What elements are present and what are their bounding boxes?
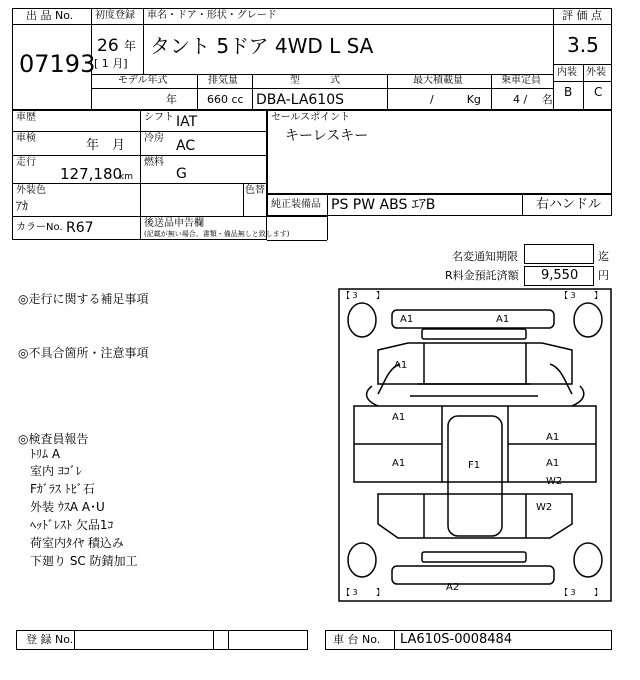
color-no-value: R67 <box>66 220 94 236</box>
sales-point-value: キーレスキー <box>285 128 369 144</box>
history-label: 車歴 <box>16 112 36 123</box>
std-equipment-value: PS PW ABS ｴｱB <box>331 197 436 213</box>
name-change-label: 名変通知期限 <box>452 250 518 263</box>
inspector-line: 室内 ﾖｺﾞﾚ <box>30 464 82 478</box>
name-change-unit: 迄 <box>598 250 609 263</box>
steering-value: 右ハンドル <box>536 197 602 212</box>
exterior-label: 外装 <box>586 67 606 78</box>
car-title-label: 車名・ドア・形状・グレード <box>147 10 277 21</box>
aftermarket-label: 後送品申告欄 <box>144 218 204 229</box>
std-equipment-label: 純正装備品 <box>271 199 321 210</box>
inspection-value: 年 月 <box>86 138 126 153</box>
ac-value: AC <box>176 138 196 154</box>
corner-rating: 【 3 】 <box>342 291 385 300</box>
color-no-label: カラーNo. <box>16 222 63 233</box>
corner-rating: 【 3 】 <box>560 588 603 597</box>
ac-label: 冷房 <box>144 133 164 144</box>
first-reg-label: 初度登録 <box>95 10 135 21</box>
capacity-label: 乗車定員 <box>501 75 541 86</box>
damage-mark: W2 <box>546 476 563 487</box>
defects-label: ◎不具合箇所・注意事項 <box>18 346 149 360</box>
damage-mark: A1 <box>394 360 408 371</box>
driving-notes-label: ◎走行に関する補足事項 <box>18 292 149 306</box>
ext-color-label: 外装色 <box>16 185 46 196</box>
score-label: 評 価 点 <box>562 9 602 22</box>
max-load-value: / Kg <box>430 93 481 106</box>
model-year-label: モデル年式 <box>118 75 168 86</box>
lot-no-label: 出 品 No. <box>26 9 74 22</box>
first-reg-year: 26 <box>97 36 119 56</box>
model-year-unit: 年 <box>166 93 177 106</box>
aftermarket-note: (記載が無い場合、書類・備品無しと致します) <box>144 230 290 238</box>
displacement-label: 排気量 <box>208 75 238 86</box>
damage-mark: A1 <box>546 458 560 469</box>
fuel-label: 燃料 <box>144 157 164 168</box>
corner-rating: 【 3 】 <box>342 588 385 597</box>
damage-mark: F1 <box>468 460 481 471</box>
inspector-line: 荷室内ﾀｲﾔ 積込み <box>30 536 124 550</box>
damage-mark: A1 <box>400 314 414 325</box>
model-value: DBA-LA610S <box>256 92 345 108</box>
max-load-label: 最大積載量 <box>413 75 463 86</box>
name-change-box <box>524 244 594 264</box>
registration-label: 登 録 No. <box>26 633 74 646</box>
damage-mark: A1 <box>546 432 560 443</box>
damage-mark: A1 <box>392 458 406 469</box>
score-value: 3.5 <box>567 33 599 57</box>
inspector-label: ◎検査員報告 <box>18 432 89 446</box>
inspector-line: ﾄﾘﾑ A <box>30 447 61 461</box>
model-label: 型 式 <box>290 75 340 86</box>
recycle-label: R料金預託済額 <box>445 269 519 282</box>
mileage-label: 走行 <box>16 157 36 168</box>
interior-label: 内装 <box>557 67 577 78</box>
recycle-value: 9,550 <box>541 268 579 283</box>
car-condition-diagram <box>338 288 612 602</box>
lot-no: 07193 <box>19 50 96 78</box>
capacity-value: 4 / 名 <box>513 93 553 106</box>
first-reg-year-unit: 年 <box>124 39 137 53</box>
displacement-value: 660 cc <box>207 93 244 106</box>
sales-point-label: セールスポイント <box>271 112 351 123</box>
inspector-line: Fｶﾞﾗｽ ﾄﾋﾞ石 <box>30 482 95 496</box>
inspector-line: 下廻り SC 防錆加工 <box>30 554 138 568</box>
damage-mark: A2 <box>446 582 460 593</box>
first-reg-month: [ 1 月] <box>94 57 128 70</box>
color-change-label: 色替 <box>245 185 265 196</box>
damage-mark: W2 <box>536 502 553 513</box>
car-title: タント 5ドア 4WD L SA <box>150 34 374 58</box>
fuel-value: G <box>176 166 187 182</box>
inspection-label: 車検 <box>16 133 36 144</box>
corner-rating: 【 3 】 <box>560 291 603 300</box>
chassis-value: LA610S-0008484 <box>400 632 513 647</box>
inspector-line: ﾍｯﾄﾞﾚｽﾄ 欠品1ｺ <box>30 518 114 532</box>
exterior-grade: C <box>594 85 603 99</box>
recycle-unit: 円 <box>598 269 609 282</box>
shift-value: IAT <box>176 114 198 130</box>
damage-mark: A1 <box>496 314 510 325</box>
shift-label: シフト <box>144 112 174 123</box>
interior-grade: B <box>564 85 573 99</box>
damage-mark: A1 <box>392 412 406 423</box>
ext-color-value: ｱｶ <box>16 199 29 213</box>
chassis-label: 車 台 No. <box>333 633 381 646</box>
mileage-value: 127,180 <box>60 165 123 183</box>
mileage-unit: km <box>119 172 133 182</box>
inspector-line: 外装 ｳｽA A･U <box>30 500 105 514</box>
